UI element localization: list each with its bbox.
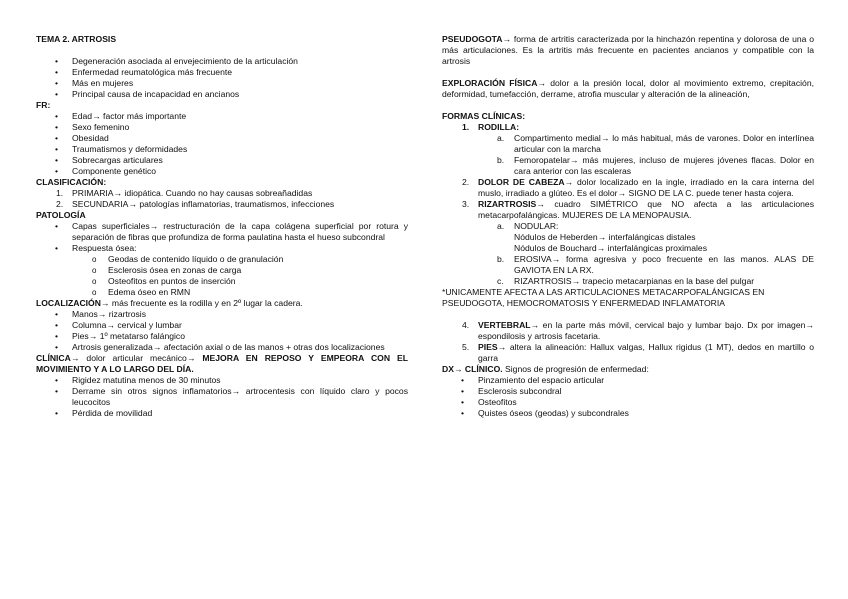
list-item: • Traumatismos y deformidades	[36, 144, 408, 155]
section-heading-formas: FORMAS CLÍNICAS:	[442, 111, 526, 121]
list-item: • Respuesta ósea:	[36, 243, 408, 254]
item-number: 1.	[462, 122, 470, 132]
list-item: • Derrame sin otros signos inflamatorios→ artrocentesis con líquido claro y pocos leucocitos	[36, 386, 408, 408]
pies-text: altera la alineación: Hallux valgas, Hallux rigidus (1 MT), dedos en martillo o garra	[478, 342, 814, 363]
list-item: • Esclerosis subcondral	[442, 386, 814, 397]
exploracion-paragraph	[442, 78, 814, 100]
numbered-item	[36, 199, 408, 210]
list-item: • Manos→ rizartrosis	[36, 309, 408, 320]
lettered-item	[442, 276, 814, 287]
item-text: RIZARTROSIS→ trapecio metacarpianas en la base del pulgar	[514, 276, 755, 286]
item-letter: c.	[497, 276, 504, 286]
vertebral-text: en la parte más móvil, cervical bajo y lumbar bajo. Dx por imagen→ espondilosis y artrosis facetaria.	[478, 320, 814, 341]
left-column	[36, 34, 408, 419]
item-text: EROSIVA→ forma agresiva y poco frecuente en las manos. ALAS DE GAVIOTA EN LA RX.	[514, 254, 814, 275]
item-text: PRIMARIA→ idiopática. Cuando no hay causas sobreañadidas	[72, 188, 313, 198]
list-item: • Pinzamiento del espacio articular	[442, 375, 814, 386]
item-number: 4.	[462, 320, 470, 330]
clinica-bold: MEJORA EN REPOSO Y EMPEORA CON EL MOVIMIENTO Y A LO LARGO DEL DÍA.	[36, 353, 408, 374]
rizartrosis-label: RIZARTROSIS→	[478, 199, 545, 209]
rodilla-label: RODILLA:	[478, 122, 520, 132]
item-text: Compartimento medial→ lo más habitual, más de varones. Dolor en interlínea articular con la marcha	[514, 133, 814, 154]
lettered-item	[442, 221, 814, 232]
sub-list-item: o Geodas de contenido líquido o de granulación	[36, 254, 408, 265]
nodular-label: NODULAR:	[514, 221, 559, 231]
item-number: 1.	[56, 188, 64, 198]
sub-list-item: o Osteofitos en puntos de inserción	[36, 276, 408, 287]
clinica-label: CLÍNICA→	[36, 353, 80, 363]
dx-text: Signos de progresión de enfermedad:	[502, 364, 649, 374]
clinica-text: dolor articular mecánico→	[79, 353, 203, 363]
list-item: • Rigidez matutina menos de 30 minutos	[36, 375, 408, 386]
cadera-label: DOLOR DE CABEZA→	[478, 177, 574, 187]
item-text: Femoropatelar→ más mujeres, incluso de mujeres jóvenes flacas. Dolor en cara anterior con las escaleras	[514, 155, 814, 176]
sub-list-item: o Edema óseo en RMN	[36, 287, 408, 298]
list-item: • Quistes óseos (geodas) y subcondrales	[442, 408, 814, 419]
sub-list-item: o Esclerosis ósea en zonas de carga	[36, 265, 408, 276]
item-number: 5.	[462, 342, 470, 352]
numbered-item	[442, 122, 814, 133]
list-item: • Artrosis generalizada→ afectación axial o de las manos + otras dos localizaciones	[36, 342, 408, 353]
list-item: • Sobrecargas articulares	[36, 155, 408, 166]
item-letter: b.	[497, 155, 505, 165]
list-item: • Edad→ factor más importante	[36, 111, 408, 122]
list-item: • Pies→ 1º metatarso falángico	[36, 331, 408, 342]
lettered-item	[442, 155, 814, 177]
exploracion-text: dolor a la presión local, dolor al movimiento extremo, crepitación, deformidad, tumefacción, derrame, atrofia muscular y alteración de la alineación,	[442, 78, 814, 99]
document-title: TEMA 2. ARTROSIS	[36, 34, 117, 44]
cadera-text: dolor localizado en la ingle, irradiado en la cara interna del muslo, irradiado a glúteo. Es el dolor→ SIGNO DE LA C. puede tener hasta cojera.	[478, 177, 814, 198]
pseudogota-paragraph	[442, 34, 814, 67]
localizacion-text: más frecuente es la rodilla y en 2º lugar la cadera.	[109, 298, 303, 308]
numbered-item	[442, 342, 814, 364]
list-item: • Componente genético	[36, 166, 408, 177]
list-item: • Obesidad	[36, 133, 408, 144]
pseudogota-text: forma de artritis caracterizada por la hinchazón repentina y dolorosa de una o más articulaciones. Es la artritis más frecuente en pacientes ancianos y compatible con la artrosis	[442, 34, 814, 66]
nodular-line: Nódulos de Bouchard→ interfalángicas proximales	[514, 243, 707, 253]
dx-label: DX→ CLÍNICO.	[442, 364, 503, 374]
list-item: • Pérdida de movilidad	[36, 408, 408, 419]
localizacion-label: LOCALIZACIÓN→	[36, 298, 110, 308]
right-column	[442, 34, 814, 419]
list-item: • Osteofitos	[442, 397, 814, 408]
numbered-item	[36, 188, 408, 199]
dx-paragraph	[442, 364, 814, 375]
note-paragraph: *UNICAMENTE AFECTA A LAS ARTICULACIONES METACARPOFALÁNGICAS EN PSEUDOGOTA, HEMOCROMATOSIS Y ENFERMEDAD INFLAMATORIA	[442, 287, 765, 308]
list-item: • Sexo femenino	[36, 122, 408, 133]
list-item: • Enfermedad reumatológica más frecuente	[36, 67, 408, 78]
numbered-item	[442, 177, 814, 199]
pseudogota-label: PSEUDOGOTA→	[442, 34, 512, 44]
numbered-item	[442, 199, 814, 221]
item-letter: b.	[497, 254, 505, 264]
item-number: 2.	[462, 177, 470, 187]
lettered-item	[442, 133, 814, 155]
nodular-line: Nódulos de Heberden→ interfalángicas distales	[514, 232, 696, 242]
item-letter: a.	[497, 221, 505, 231]
pies-label: PIES→	[478, 342, 507, 352]
item-letter: a.	[497, 133, 505, 143]
rizartrosis-text: cuadro SIMÉTRICO que NO afecta a las articulaciones metacarpofalángicas. MUJERES DE LA MENOPAUSIA.	[478, 199, 814, 220]
numbered-item	[442, 320, 814, 342]
list-item: • Más en mujeres	[36, 78, 408, 89]
item-text: SECUNDARIA→ patologías inflamatorias, traumatismos, infecciones	[72, 199, 335, 209]
section-heading-fr: FR:	[36, 100, 51, 110]
lettered-item	[442, 254, 814, 276]
vertebral-label: VERTEBRAL→	[478, 320, 540, 330]
section-heading-clasificacion: CLASIFICACIÓN:	[36, 177, 107, 187]
localizacion-paragraph	[36, 298, 408, 309]
section-heading-patologia: PATOLOGÍA	[36, 210, 86, 220]
exploracion-label: EXPLORACIÓN FÍSICA→	[442, 78, 546, 88]
item-number: 3.	[462, 199, 470, 209]
list-item: • Degeneración asociada al envejecimiento de la articulación	[36, 56, 408, 67]
list-item: • Principal causa de incapacidad en ancianos	[36, 89, 408, 100]
clinica-paragraph	[36, 353, 408, 375]
list-item: • Columna→ cervical y lumbar	[36, 320, 408, 331]
item-number: 2.	[56, 199, 64, 209]
list-item: • Capas superficiales→ restructuración de la capa colágena superficial por rotura y separación de fibras que profundiza de forma paulatina hasta el hueso subcondral	[36, 221, 408, 243]
